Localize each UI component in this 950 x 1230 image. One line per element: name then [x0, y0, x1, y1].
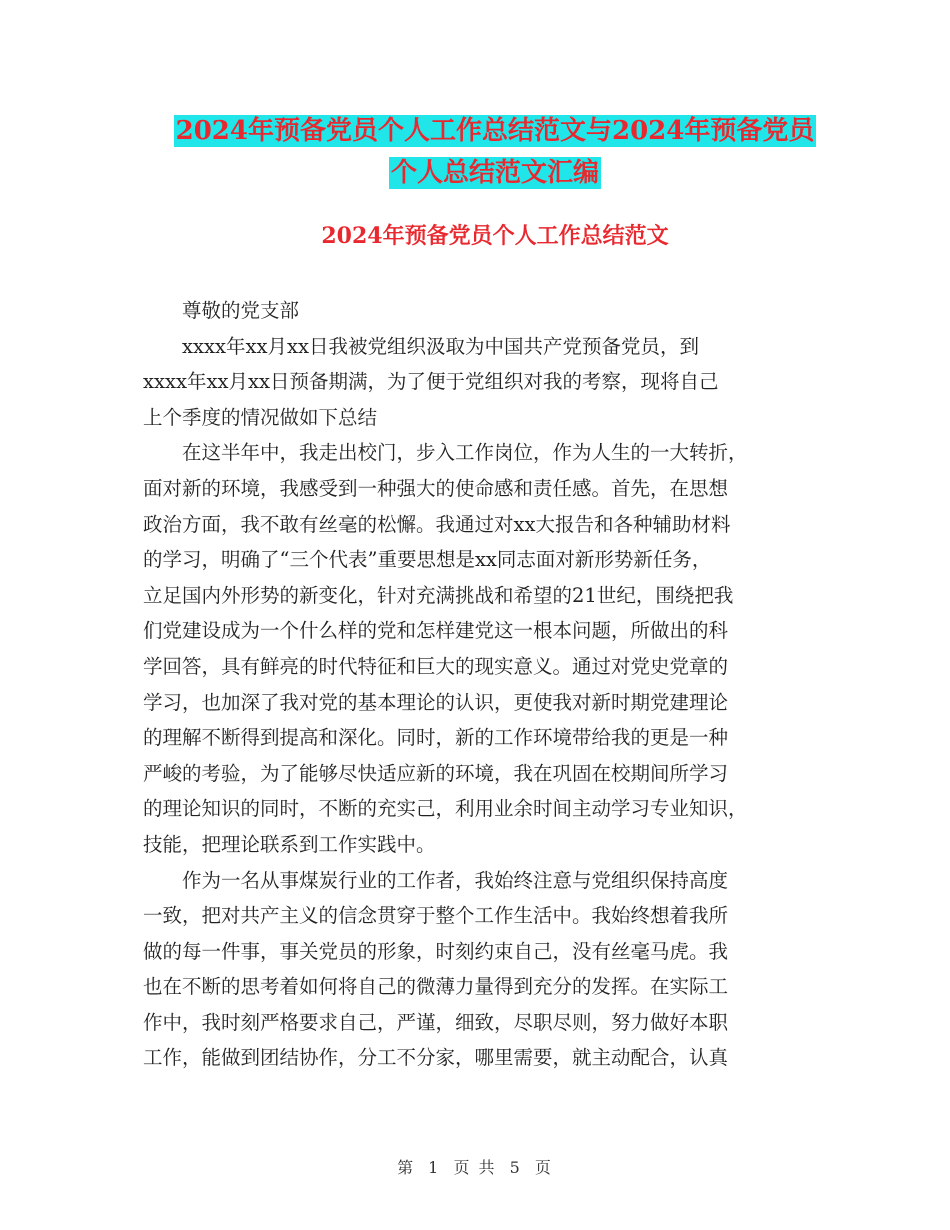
document-title-line-1 — [140, 110, 850, 153]
body-line: xxxx年xx月xx日我被党组织汲取为中国共产党预备党员，到 — [182, 334, 699, 358]
footer-current-page: 1 — [428, 1158, 441, 1177]
body-line: 技能，把理论联系到工作实践中。 — [143, 832, 436, 856]
body-line: 的理论知识的同时，不断的充实己，利用业余时间主动学习专业知识， — [143, 797, 748, 821]
body-line: 作为一名从事煤炭行业的工作者，我始终注意与党组织保持高度 — [182, 868, 729, 892]
body-line: 面对新的环境，我感受到一种强大的使命感和责任感。首先，在思想 — [143, 476, 729, 500]
footer-prefix: 第 — [397, 1158, 416, 1177]
body-text — [143, 293, 808, 1076]
body-line: 作中，我时刻严格要求自己，严谨，细致，尽职尽则，努力做好本职 — [143, 1010, 729, 1034]
title-highlight: 个人总结范文汇编 — [390, 158, 599, 188]
section-title: 2024年预备党员个人工作总结范文 — [321, 223, 669, 249]
body-line: 也在不断的思考着如何将自己的微薄力量得到充分的发挥。在实际工 — [143, 975, 729, 999]
body-line: 一致，把对共产主义的信念贯穿于整个工作生活中。我始终想着我所 — [143, 904, 729, 928]
footer-suffix: 页 — [534, 1158, 553, 1177]
body-line: 做的每一件事，事关党员的形象，时刻约束自己，没有丝毫马虎。我 — [143, 939, 729, 963]
body-line: 工作，能做到团结协作，分工不分家，哪里需要，就主动配合，认真 — [143, 1046, 729, 1070]
body-line: 严峻的考验，为了能够尽快适应新的环境，我在巩固在校期间所学习 — [143, 761, 729, 785]
document-title-line-2 — [140, 152, 850, 195]
body-line: 尊敬的党支部 — [182, 299, 300, 322]
body-line: 学回答，具有鲜亮的时代特征和巨大的现实意义。通过对党史党章的 — [143, 654, 729, 678]
body-line: 上个季度的情况做如下总结 — [143, 405, 378, 429]
body-line: 在这半年中，我走出校门，步入工作岗位，作为人生的一大转折， — [182, 441, 748, 465]
footer-middle: 页 共 — [453, 1158, 497, 1177]
body-line: 学习，也加深了我对党的基本理论的认识，更使我对新时期党建理论 — [143, 690, 729, 714]
body-line: 的学习，明确了“三个代表”重要思想是xx同志面对新形势新任务， — [143, 548, 712, 572]
footer-total-pages: 5 — [509, 1158, 522, 1177]
body-line: 立足国内外形势的新变化，针对充满挑战和希望的21世纪，围绕把我 — [143, 583, 734, 607]
body-line: 的理解不断得到提高和深化。同时，新的工作环境带给我的更是一种 — [143, 726, 729, 750]
page-footer — [0, 1155, 950, 1178]
body-line: 政治方面，我不敢有丝毫的松懈。我通过对xx大报告和各种辅助材料 — [143, 512, 731, 536]
body-line: xxxx年xx月xx日预备期满，为了便于党组织对我的考察，现将自己 — [143, 370, 719, 394]
body-line: 们党建设成为一个什么样的党和怎样建党这一根本问题，所做出的科 — [143, 619, 729, 643]
title-highlight: 2024年预备党员个人工作总结范文与2024年预备党员 — [175, 116, 815, 146]
